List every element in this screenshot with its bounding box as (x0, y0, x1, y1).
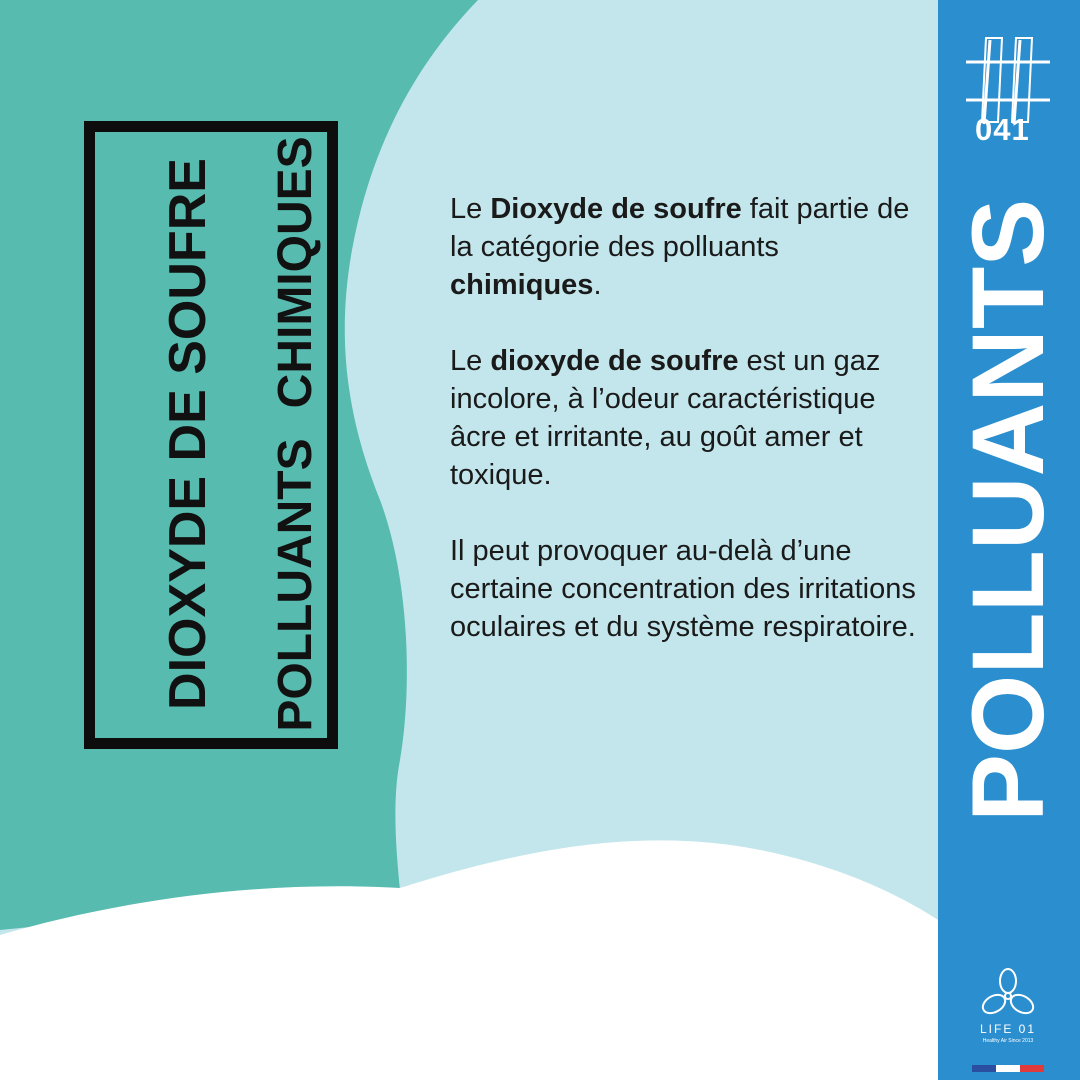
paragraph-2: Le dioxyde de soufre est un gaz incolore, à l’odeur caractéristique âcre et irritante, au goût amer et toxique. (450, 345, 881, 491)
brand-logo (958, 968, 1058, 1080)
brand-tagline: Healthy Air Since 2013 (982, 1038, 1034, 1044)
flag-red (1020, 1065, 1044, 1072)
description (450, 190, 920, 684)
french-flag (972, 1065, 1044, 1072)
title-category (266, 124, 326, 744)
category-label: POLLUANTS (951, 198, 1065, 822)
title-category-word1: POLLUANTS (269, 438, 322, 732)
title-pollutant: DIOXYDE DE SOUFRE (159, 158, 217, 710)
flag-blue (972, 1065, 996, 1072)
fan-icon (980, 968, 1036, 1020)
brand-name: LIFE 01 (979, 1022, 1037, 1036)
paragraph-3: Il peut provoquer au-delà d’une certaine concentration des irritations oculaires et du système respiratoire. (450, 535, 916, 643)
issue-number: 041 (975, 112, 1030, 147)
flag-white (996, 1065, 1020, 1072)
title-category-word2: CHIMIQUES (269, 136, 322, 409)
paragraph-1: Le Dioxyde de soufre fait partie de la catégorie des polluants chimiques. (450, 193, 910, 301)
